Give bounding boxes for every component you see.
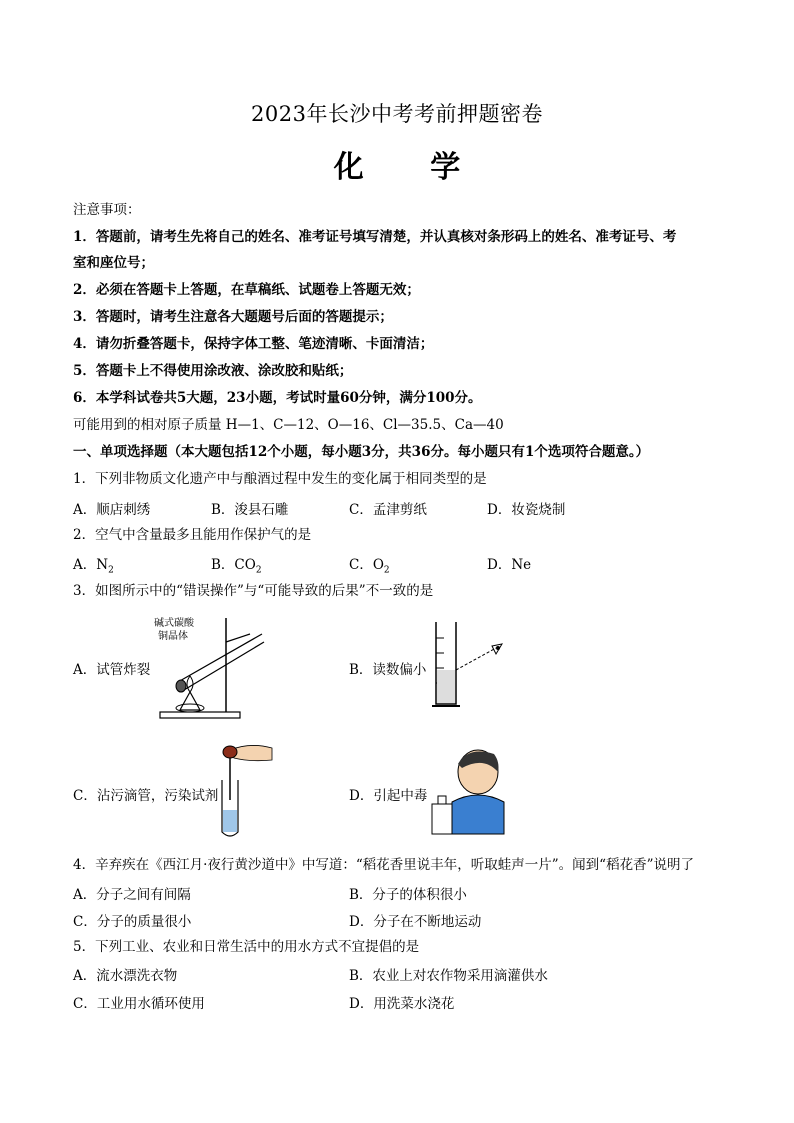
q4-option-a: A．分子之间有间隔 (73, 887, 191, 903)
section1-heading: 一、单项选择题（本大题包括12个小题，每小题3分，共36分。每小题只有1个选项符合题意。） (73, 444, 650, 460)
q3-option-c: C．沾污滴管，污染试剂 (73, 788, 219, 804)
heating-test-tube-figure (150, 612, 270, 722)
atomic-mass-line: 可能用到的相对原子质量 H—1、C—12、O—16、Cl—35.5、Ca—40 (73, 417, 504, 433)
dropper-figure (210, 740, 280, 840)
notice-item-1: 1．答题前，请考生先将自己的姓名、准考证号填写清楚，并认真核对条形码上的姓名、准考证号、考 (73, 229, 677, 245)
graduated-cylinder-figure (430, 618, 510, 713)
notice-item-2: 2．必须在答题卡上答题，在草稿纸、试题卷上答题无效； (73, 282, 420, 298)
q2-option-d: D．Ne (487, 557, 532, 573)
q1-option-d: D．妆瓷烧制 (487, 502, 566, 518)
q2-option-b: B．$CO_2$ (211, 557, 262, 576)
q3-option-b: B．读数偏小 (349, 662, 427, 678)
q3-stem: 3．如图所示中的“错误操作”与“可能导致的后果”不一致的是 (73, 583, 434, 599)
figure-label-line2: 铜晶体 (158, 631, 188, 642)
notice-item-1-cont: 室和座位号； (73, 255, 154, 271)
figure-label-line1: 碱式碳酸 (154, 618, 194, 629)
q4-option-d: D．分子在不断地运动 (349, 914, 482, 930)
smelling-figure (428, 742, 508, 837)
notice-item-5: 5．答题卡上不得使用涂改液、涂改胶和贴纸； (73, 363, 353, 379)
q1-option-a: A．顺店刺绣 (73, 502, 151, 518)
q2-stem: 2．空气中含量最多且能用作保护气的是 (73, 527, 312, 543)
notice-item-6: 6．本学科试卷共5大题，23小题，考试时量60分钟，满分100分。 (73, 390, 482, 406)
q5-option-b: B．农业上对农作物采用滴灌供水 (349, 968, 548, 984)
q4-option-b: B．分子的体积很小 (349, 887, 467, 903)
q5-stem: 5．下列工业、农业和日常生活中的用水方式不宜提倡的是 (73, 939, 420, 955)
q4-stem: 4．辛弃疾在《西江月·夜行黄沙道中》中写道：“稻花香里说丰年，听取蛙声一片”。闻到“稻花香”说明了 (73, 857, 694, 873)
notice-item-4: 4．请勿折叠答题卡，保持字体工整、笔迹清晰、卡面清洁； (73, 336, 434, 352)
q1-option-b: B．浚县石雕 (211, 502, 289, 518)
q2-option-c: C．$O_2$ (349, 557, 390, 576)
q4-option-c: C．分子的质量很小 (73, 914, 192, 930)
q5-option-d: D．用洗菜水浇花 (349, 996, 455, 1012)
notice-item-3: 3．答题时，请考生注意各大题题号后面的答题提示； (73, 309, 393, 325)
q3-option-d: D．引起中毒 (349, 788, 428, 804)
q2-option-a: A．$N_2$ (73, 557, 114, 576)
exam-title: 2023年长沙中考考前押题密卷 (251, 102, 543, 126)
q1-stem: 1．下列非物质文化遗产中与酿酒过程中发生的变化属于相同类型的是 (73, 471, 487, 487)
notice-heading: 注意事项： (73, 202, 141, 218)
q5-option-a: A．流水漂洗衣物 (73, 968, 178, 984)
q5-option-c: C．工业用水循环使用 (73, 996, 205, 1012)
q1-option-c: C．孟津剪纸 (349, 502, 427, 518)
subject-title: 化 学 (333, 150, 489, 185)
q3-option-a: A．试管炸裂 (73, 662, 151, 678)
